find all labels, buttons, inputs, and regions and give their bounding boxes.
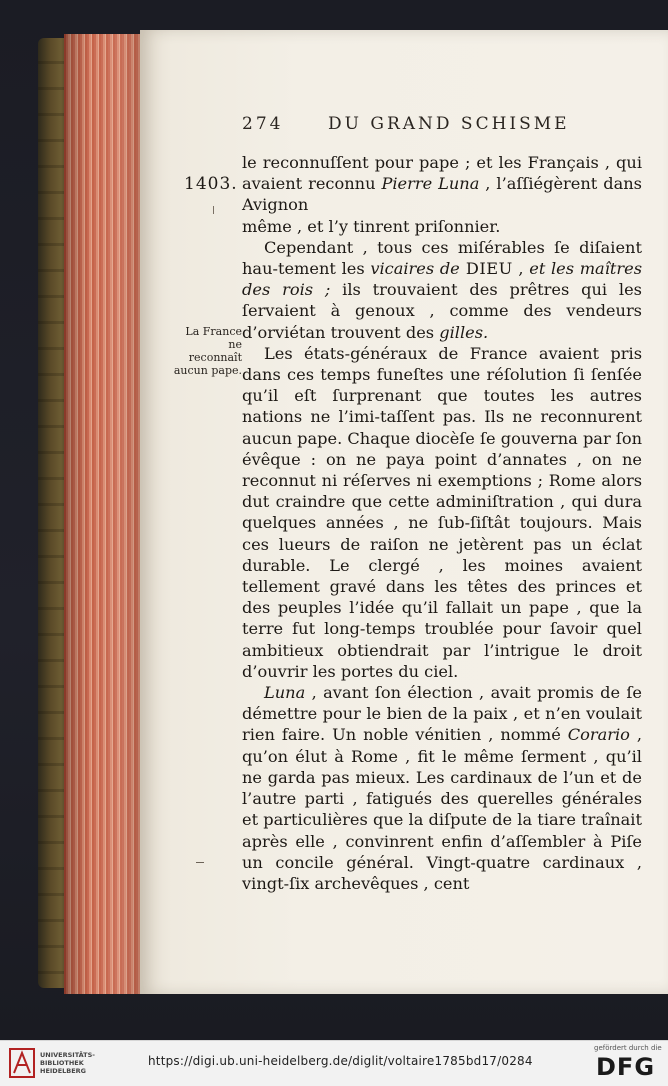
paragraph-continuation: le reconnuſſent pour pape ; et les Français , qui avaient reconnu Pierre Luna , l’aſſiégèrent dans Avignon	[242, 153, 642, 215]
funder-caption: gefördert durch die	[594, 1044, 662, 1052]
page-number: 274	[242, 114, 284, 134]
margin-note-line: La France	[185, 325, 242, 338]
running-header	[242, 114, 662, 140]
body-text	[242, 152, 642, 894]
university-library-logo-icon	[8, 1047, 36, 1079]
paragraph-continuation-end: même , et l’y tinrent priſonnier.	[242, 216, 501, 236]
margin-note-line: ne reconnaît	[188, 338, 242, 364]
margin-year: 1403.	[184, 174, 238, 194]
margin-dash	[196, 862, 204, 863]
permalink-url[interactable]: https://digi.ub.uni-heidelberg.de/diglit/voltaire1785bd17/0284	[148, 1054, 533, 1068]
page-edges	[64, 34, 144, 994]
dfg-logo: DFG	[596, 1053, 656, 1081]
running-title: DU GRAND SCHISME	[328, 114, 570, 134]
paragraph-cependant: Cependant , tous ces miſérables ſe diſaient hau-tement les vicaires de DIEU , et les maîtres des rois ; ils trouvaient des prêtres qui les ſervaient à genoux , comme des vendeurs d’orviétan trouvent des gilles.	[242, 237, 643, 342]
margin-mark	[213, 206, 214, 214]
paragraph-luna: Luna , avant ſon élection , avait promis de ſe démettre pour le bien de la paix , et n’en voulait rien faire. Un noble vénitien , nommé Corario , qu’on élut à Rome , fit le même ſerment , qu’il ne garda pas mieux. Les cardinaux de l’un et de l’autre parti , fatigués des querelles générales et particulières que la diſpute de la tiare traînait après elle , convinrent enfin d’aſſembler à Piſe un concile général. Vingt-quatre cardinaux , vingt-ſix archevêques , cent	[242, 683, 642, 893]
footer-bar	[0, 1040, 668, 1086]
margin-note	[172, 325, 242, 377]
margin-note-line: aucun pape.	[173, 364, 242, 377]
paragraph-etats-generaux: Les états-généraux de France avaient pris dans ces temps funeſtes une réſolution ſi ſenſée qu’il eſt ſurprenant que toutes les autres nations ne l’imi-taſſent pas. Ils ne reconnurent aucun pape. Chaque diocèſe ſe gouverna par ſon évêque : on ne paya point d’annates , on ne reconnut ni réſerves ni exemptions ; Rome alors dut craindre que cette adminiſtration , qui dura quelques années , ne ſub-ſiſtât toujours. Mais ces lueurs de raiſon ne jetèrent pas un éclat durable. Le clergé , les moines avaient tellement gravé dans les têtes des princes et des peuples l’idée qu’il fallait un pape , que la terre fut long-temps troublée pour ſavoir quel ambitieux obtiendrait par l’intrigue le droit d’ouvrir les portes du ciel.	[242, 343, 643, 681]
library-name: UNIVERSITÄTS- BIBLIOTHEK HEIDELBERG	[40, 1051, 95, 1075]
